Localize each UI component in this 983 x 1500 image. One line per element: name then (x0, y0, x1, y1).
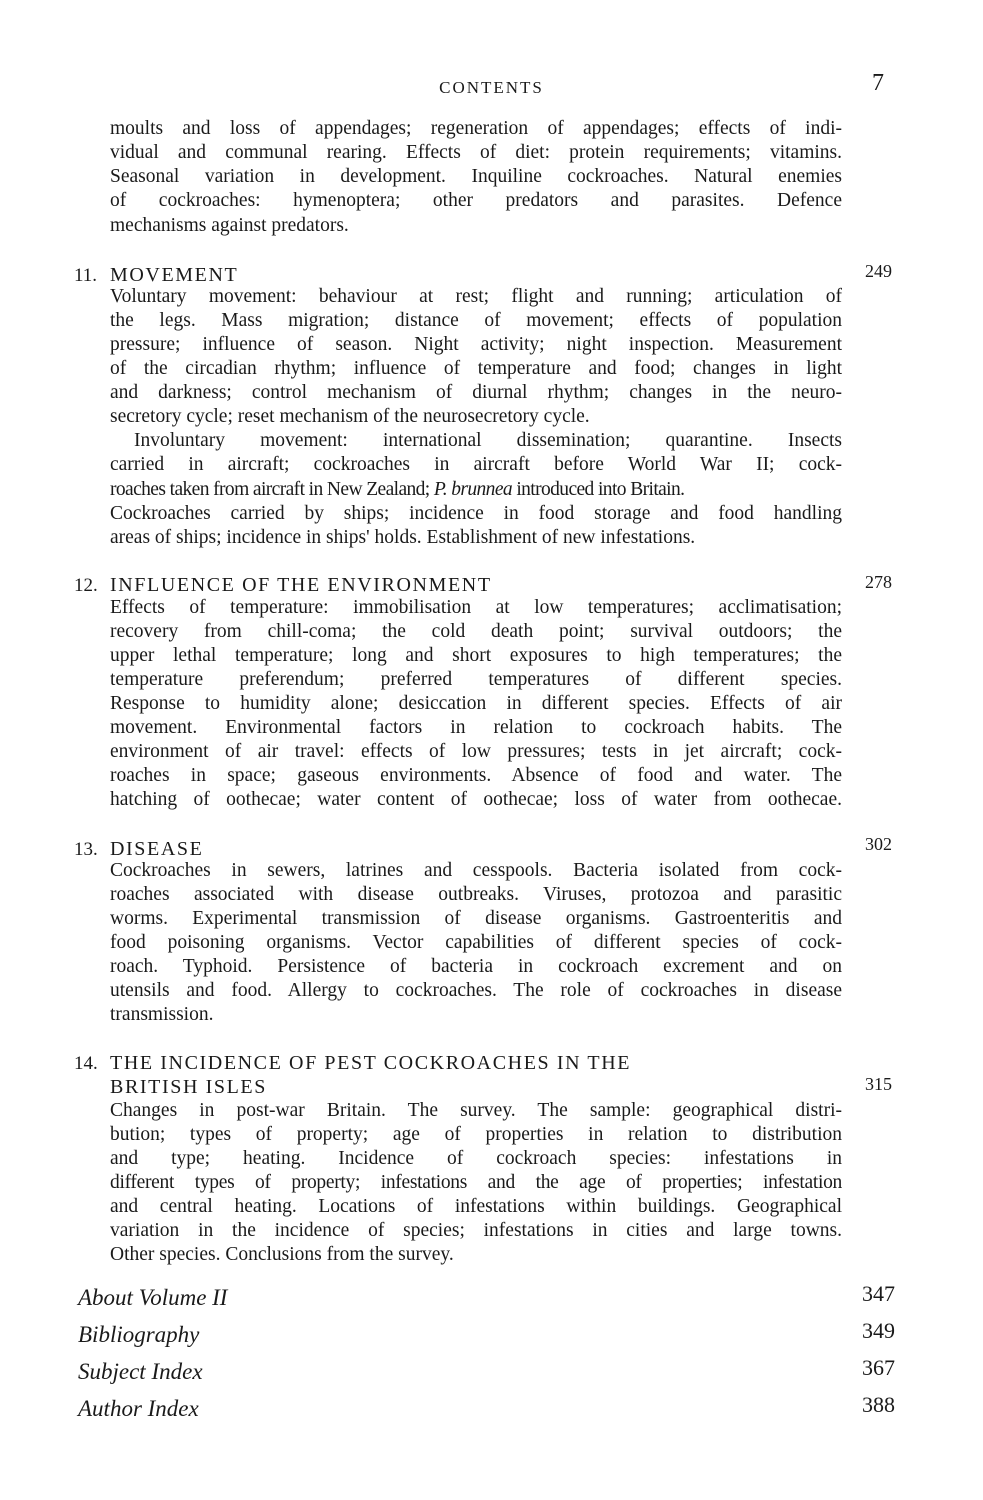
description-line: secretory cycle; reset mechanism of the neurosecretory cycle. (110, 406, 590, 427)
entry-page: 347 (862, 1281, 895, 1306)
description-line: areas of ships; incidence in ships' holds. Establishment of new infestations. (110, 527, 696, 548)
description-line: vidual and communal rearing. Effects of diet: protein requirements; vitamins. (110, 142, 842, 163)
description-line: moults and loss of appendages; regeneration of appendages; effects of indi- (110, 118, 842, 139)
chapter-title[interactable]: MOVEMENT (110, 264, 239, 286)
description-line: bution; types of property; age of properties in relation to distribution (110, 1124, 842, 1145)
chapter-page: 249 (865, 261, 892, 281)
description-line: and central heating. Locations of infestations within buildings. Geographical (110, 1196, 842, 1217)
page-number: 7 (872, 70, 884, 96)
chapter-number: 11. (74, 265, 98, 286)
entry-title[interactable]: Bibliography (78, 1322, 200, 1347)
description-line: food poisoning organisms. Vector capabilities of different species of cock- (110, 932, 842, 953)
description-line: roach. Typhoid. Persistence of bacteria in cockroach excrement and on (110, 956, 842, 977)
description-line: transmission. (110, 1004, 214, 1025)
description-line: Cockroaches in sewers, latrines and cesspools. Bacteria isolated from cock- (110, 860, 842, 881)
description-line: of cockroaches: hymenoptera; other predators and parasites. Defence (110, 190, 842, 211)
running-head: CONTENTS (439, 78, 544, 97)
entry-page: 349 (862, 1318, 895, 1343)
description-line: Effects of temperature: immobilisation at low temperatures; acclimatisation; (110, 597, 842, 618)
chapter-title-continued[interactable]: BRITISH ISLES (110, 1076, 267, 1098)
description-line: Voluntary movement: behaviour at rest; flight and running; articulation of (110, 286, 842, 307)
description-line: different types of property; infestations and the age of properties; infestation (110, 1172, 842, 1193)
chapter-page: 302 (865, 834, 892, 854)
description-line: Seasonal variation in development. Inquiline cockroaches. Natural enemies (110, 166, 842, 187)
description-line: Cockroaches carried by ships; incidence in food storage and food handling (110, 503, 842, 524)
description-line: recovery from chill-coma; the cold death point; survival outdoors; the (110, 621, 842, 642)
description-line: utensils and food. Allergy to cockroaches. The role of cockroaches in disease (110, 980, 842, 1001)
description-line: movement. Environmental factors in relation to cockroach habits. The (110, 717, 842, 738)
chapter-page: 278 (865, 572, 892, 592)
description-line: Response to humidity alone; desiccation in different species. Effects of air (110, 693, 842, 714)
description-line: and type; heating. Incidence of cockroach species: infestations in (110, 1148, 842, 1169)
chapter-title[interactable]: INFLUENCE OF THE ENVIRONMENT (110, 574, 492, 596)
chapter-page: 315 (865, 1074, 892, 1094)
species-name: P. brunnea (433, 479, 513, 500)
description-line (110, 478, 842, 502)
description-line: the legs. Mass migration; distance of movement; effects of population (110, 310, 842, 331)
description-line: roaches in space; gaseous environments. Absence of food and water. The (110, 765, 842, 786)
description-line: Other species. Conclusions from the survey. (110, 1244, 454, 1265)
chapter-number: 12. (74, 575, 98, 596)
description-text: introduced into Britain. (512, 479, 685, 500)
entry-page: 388 (862, 1392, 895, 1417)
chapter-number: 14. (74, 1053, 98, 1074)
description-line: temperature preferendum; preferred temperatures of different species. (110, 669, 842, 690)
entry-title[interactable]: About Volume II (78, 1285, 228, 1310)
description-line: of the circadian rhythm; influence of temperature and food; changes in light (110, 358, 842, 379)
description-line: Changes in post-war Britain. The survey. The sample: geographical distri- (110, 1100, 842, 1121)
chapter-title[interactable]: THE INCIDENCE OF PEST COCKROACHES IN THE (110, 1052, 632, 1074)
chapter-title[interactable]: DISEASE (110, 838, 204, 860)
description-text: roaches taken from aircraft in New Zealand; (110, 479, 434, 500)
entry-title[interactable]: Author Index (78, 1396, 199, 1421)
description-line: worms. Experimental transmission of disease organisms. Gastroenteritis and (110, 908, 842, 929)
entry-title[interactable]: Subject Index (78, 1359, 203, 1384)
description-line: variation in the incidence of species; infestations in cities and large towns. (110, 1220, 842, 1241)
description-line: roaches associated with disease outbreaks. Viruses, protozoa and parasitic (110, 884, 842, 905)
description-line: environment of air travel: effects of low pressures; tests in jet aircraft; cock- (110, 741, 842, 762)
description-line: Involuntary movement: international dissemination; quarantine. Insects (134, 430, 842, 451)
entry-page: 367 (862, 1355, 895, 1380)
description-line: hatching of oothecae; water content of oothecae; loss of water from oothecae. (110, 789, 842, 810)
description-line: and darkness; control mechanism of diurnal rhythm; changes in the neuro- (110, 382, 842, 403)
description-line: carried in aircraft; cockroaches in aircraft before World War II; cock- (110, 454, 842, 475)
description-line: mechanisms against predators. (110, 215, 349, 236)
description-line: upper lethal temperature; long and short exposures to high temperatures; the (110, 645, 842, 666)
description-line: pressure; influence of season. Night activity; night inspection. Measurement (110, 334, 842, 355)
chapter-number: 13. (74, 839, 98, 860)
